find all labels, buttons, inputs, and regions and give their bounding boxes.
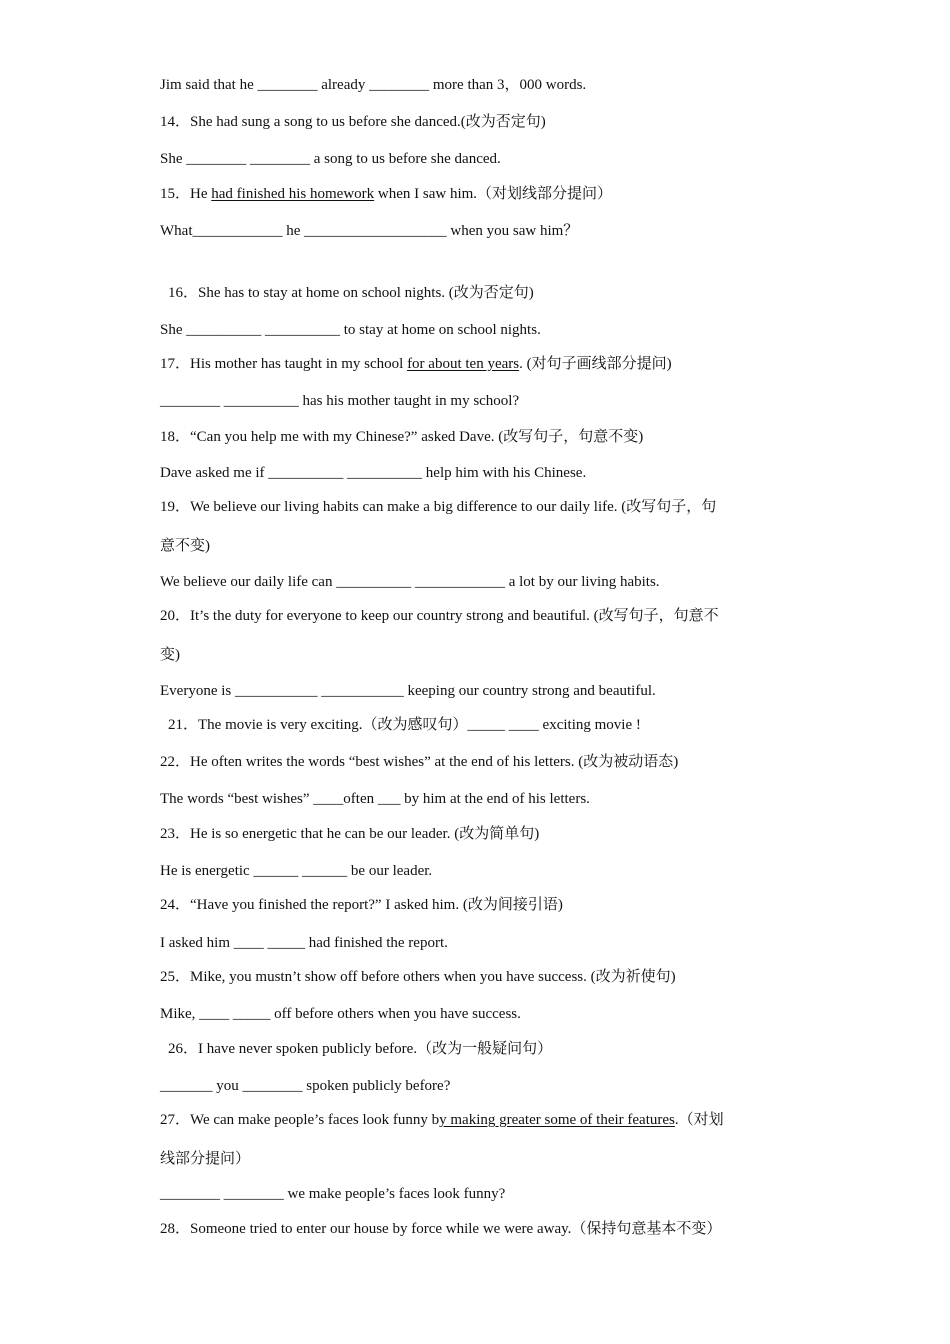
question-23: 23．He is so energetic that he can be our leader. (改为简单句) (160, 826, 540, 842)
question-27-post: .（对划 (674, 1112, 724, 1128)
answer-line-25: Mike, ____ _____ off before others when you have success. (160, 1006, 521, 1022)
question-27-underlined: y making greater some of their features (439, 1112, 675, 1128)
question-19: 19．We believe our living habits can make a big difference to our daily life. (改写句子，句 (160, 499, 717, 515)
answer-line-14: She ________ ________ a song to us before she danced. (160, 151, 501, 167)
question-27-cont: 线部分提问） (160, 1151, 251, 1167)
question-15-underlined: had finished his homework (211, 186, 375, 202)
answer-line-22: The words “best wishes” ____often ___ by him at the end of his letters. (160, 791, 590, 807)
answer-line-27: ________ ________ we make people’s faces look funny? (160, 1186, 506, 1202)
answer-line-24: I asked him ____ _____ had finished the report. (160, 935, 448, 951)
question-15-post: when I saw him.（对划线部分提问） (374, 186, 613, 202)
question-15-pre: 15．He (160, 186, 212, 202)
question-16: 16．She has to stay at home on school nights. (改为否定句) (168, 285, 534, 301)
question-28: 28．Someone tried to enter our house by force while we were away.（保持句意基本不变） (160, 1221, 722, 1237)
answer-line-16: She __________ __________ to stay at home on school nights. (160, 322, 541, 338)
question-18: 18．“Can you help me with my Chinese?” asked Dave. (改写句子，句意不变) (160, 429, 644, 445)
answer-line-15: What____________ he ___________________ when you saw him？ (160, 223, 579, 239)
question-15 (160, 184, 800, 204)
question-27-pre: 27．We can make people’s faces look funny b (160, 1112, 440, 1128)
question-20: 20．It’s the duty for everyone to keep our country strong and beautiful. (改写句子，句意不 (160, 608, 719, 624)
answer-line-19: We believe our daily life can __________ ____________ a lot by our living habits. (160, 574, 660, 590)
question-17 (160, 354, 800, 374)
question-19-cont: 意不变) (160, 538, 210, 554)
question-26: 26．I have never spoken publicly before.（改为一般疑问句） (168, 1041, 553, 1057)
answer-line-23: He is energetic ______ ______ be our leader. (160, 863, 433, 879)
question-24: 24．“Have you finished the report?” I asked him. (改为间接引语) (160, 897, 563, 913)
answer-line-17: ________ __________ has his mother taught in my school? (160, 393, 520, 409)
question-27 (160, 1110, 800, 1130)
question-14: 14．She had sung a song to us before she danced.(改为否定句) (160, 114, 546, 130)
answer-line-13: Jim said that he ________ already ________ more than 3，000 words. (160, 77, 587, 93)
question-17-underlined: for about ten years (407, 356, 520, 372)
question-22: 22．He often writes the words “best wishes” at the end of his letters. (改为被动语态) (160, 754, 679, 770)
answer-line-26: _______ you ________ spoken publicly before? (160, 1078, 451, 1094)
question-21: 21．The movie is very exciting.（改为感叹句）_____ ____ exciting movie ! (168, 717, 641, 733)
question-25: 25．Mike, you mustn’t show off before others when you have success. (改为祈使句) (160, 969, 676, 985)
answer-line-20: Everyone is ___________ ___________ keeping our country strong and beautiful. (160, 683, 656, 699)
question-17-pre: 17．His mother has taught in my school (160, 356, 408, 372)
answer-line-18: Dave asked me if __________ __________ help him with his Chinese. (160, 465, 587, 481)
question-20-cont: 变) (160, 647, 180, 663)
question-17-post: . (对句子画线部分提问) (519, 356, 672, 372)
